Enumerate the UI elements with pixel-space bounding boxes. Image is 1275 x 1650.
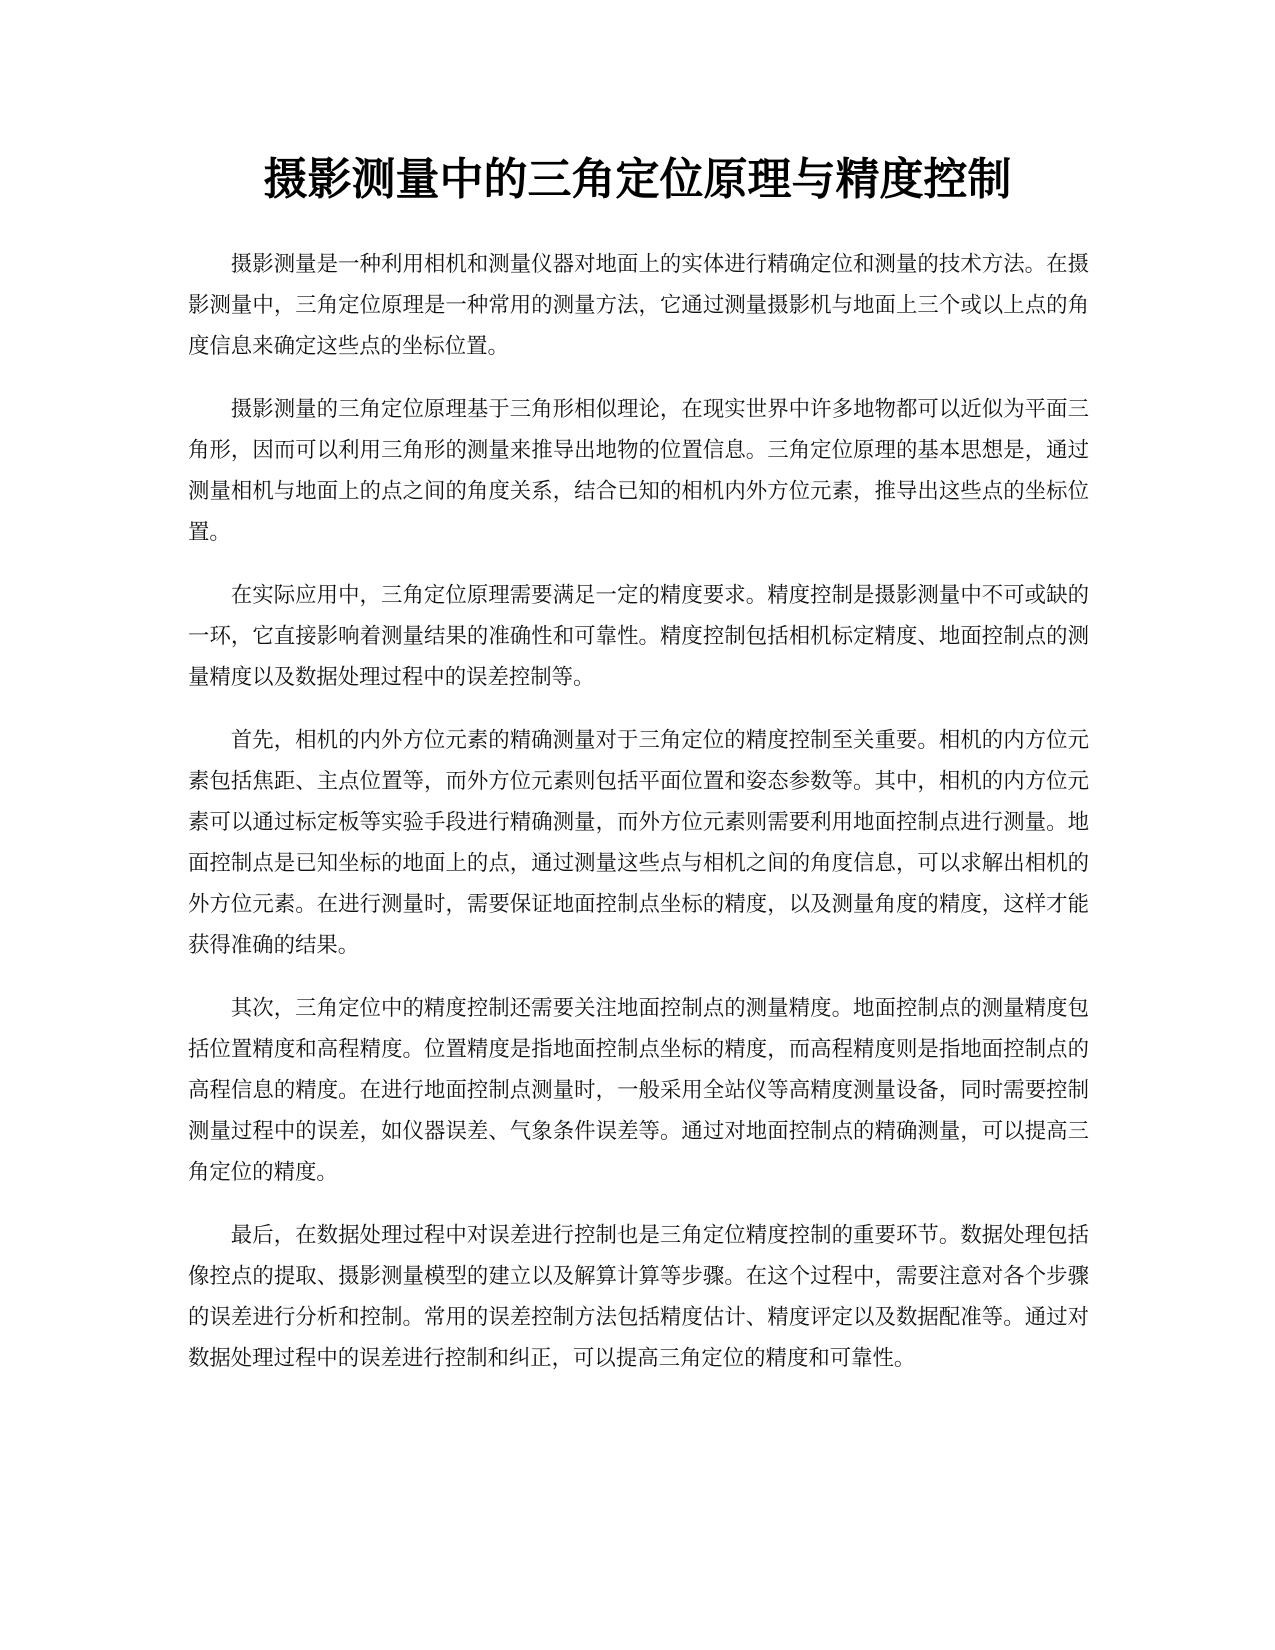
paragraph-3: 在实际应用中，三角定位原理需要满足一定的精度要求。精度控制是摄影测量中不可或缺的一环，它直接影响着测量结果的准确性和可靠性。精度控制包括相机标定精度、地面控制点的测量精度以及数据处理过程中的误差控制等。	[188, 583, 1089, 690]
document-body	[188, 244, 1089, 1401]
paragraph-1: 摄影测量是一种利用相机和测量仪器对地面上的实体进行精确定位和测量的技术方法。在摄影测量中，三角定位原理是一种常用的测量方法，它通过测量摄影机与地面上三个或以上点的角度信息来确定这些点的坐标位置。	[188, 252, 1089, 359]
paragraph-5: 其次，三角定位中的精度控制还需要关注地面控制点的测量精度。地面控制点的测量精度包括位置精度和高程精度。位置精度是指地面控制点坐标的精度，而高程精度则是指地面控制点的高程信息的精度。在进行地面控制点测量时，一般采用全站仪等高精度测量设备，同时需要控制测量过程中的误差，如仪器误差、气象条件误差等。通过对地面控制点的精确测量，可以提高三角定位的精度。	[188, 996, 1089, 1185]
paragraph-4: 首先，相机的内外方位元素的精确测量对于三角定位的精度控制至关重要。相机的内方位元素包括焦距、主点位置等，而外方位元素则包括平面位置和姿态参数等。其中，相机的内方位元素可以通过标定板等实验手段进行精确测量，而外方位元素则需要利用地面控制点进行测量。地面控制点是已知坐标的地面上的点，通过测量这些点与相机之间的角度信息，可以求解出相机的外方位元素。在进行测量时，需要保证地面控制点坐标的精度，以及测量角度的精度，这样才能获得准确的结果。	[188, 728, 1089, 958]
paragraph-6: 最后，在数据处理过程中对误差进行控制也是三角定位精度控制的重要环节。数据处理包括像控点的提取、摄影测量模型的建立以及解算计算等步骤。在这个过程中，需要注意对各个步骤的误差进行分析和控制。常用的误差控制方法包括精度估计、精度评定以及数据配准等。通过对数据处理过程中的误差进行控制和纠正，可以提高三角定位的精度和可靠性。	[188, 1223, 1089, 1371]
paragraph-2: 摄影测量的三角定位原理基于三角形相似理论，在现实世界中许多地物都可以近似为平面三角形，因而可以利用三角形的测量来推导出地物的位置信息。三角定位原理的基本思想是，通过测量相机与地面上的点之间的角度关系，结合已知的相机内外方位元素，推导出这些点的坐标位置。	[188, 397, 1089, 545]
document-title: 摄影测量中的三角定位原理与精度控制	[263, 154, 1012, 205]
